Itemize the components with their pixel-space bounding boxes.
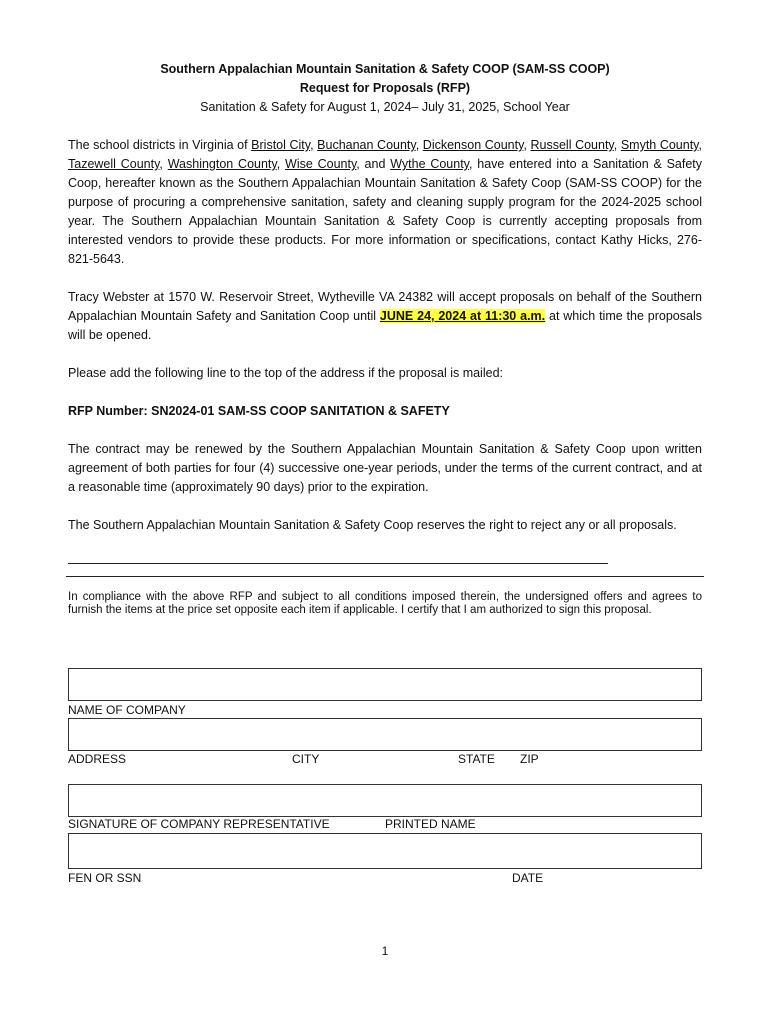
district-wise: Wise County: [285, 157, 357, 171]
divider-line-short: [68, 563, 608, 564]
org-title: Southern Appalachian Mountain Sanitation & Safety COOP (SAM-SS COOP): [160, 62, 610, 76]
signature-label: SIGNATURE OF COMPANY REPRESENTATIVE: [68, 817, 330, 831]
district-wythe: Wythe County: [390, 157, 469, 171]
intro-lead: The school districts in Virginia of: [68, 138, 252, 152]
city-label: CITY: [292, 752, 320, 766]
fen-ssn-field[interactable]: [68, 833, 702, 869]
district-dickenson: Dickenson County: [422, 138, 524, 152]
printed-name-label: PRINTED NAME: [385, 817, 476, 831]
compliance-statement: In compliance with the above RFP and subject to all conditions imposed therein, the undersigned offers and agrees to furnish the items at the price set opposite each item if applicable. I certify that I am authorized to sign this proposal.: [68, 591, 702, 616]
submission-paragraph: Tracy Webster at 1570 W. Reservoir Street, Wytheville VA 24382 will accept proposals on behalf of the Southern Appalachian Mountain Safety and Sanitation Coop until JUNE 24, 2024 at 11:30 a.m. at which time the proposals will be opened.: [68, 290, 702, 342]
reserve-paragraph: The Southern Appalachian Mountain Sanitation & Safety Coop reserves the right to reject any or all proposals.: [68, 518, 677, 532]
district-smyth: Smyth County: [620, 138, 699, 152]
district-washington: Washington County: [167, 157, 277, 171]
divider-line-long: [66, 576, 704, 577]
district-bristol: Bristol City: [251, 138, 311, 152]
date-label: DATE: [512, 871, 544, 885]
district-tazewell: Tazewell County: [68, 157, 160, 171]
fen-ssn-label: FEN OR SSN: [68, 871, 142, 885]
page-number: 1: [381, 944, 389, 958]
company-name-field[interactable]: [68, 668, 702, 701]
deadline-highlight: JUNE 24, 2024 at 11:30 a.m.: [379, 309, 546, 323]
address-label: ADDRESS: [68, 752, 127, 766]
address-field[interactable]: [68, 718, 702, 751]
name-of-company-label: NAME OF COMPANY: [68, 703, 186, 717]
district-russell: Russell County: [530, 138, 614, 152]
zip-label: ZIP: [520, 752, 539, 766]
state-label: STATE: [458, 752, 495, 766]
signature-field[interactable]: [68, 784, 702, 817]
rfp-title: Request for Proposals (RFP): [299, 81, 471, 95]
district-buchanan: Buchanan County: [317, 138, 416, 152]
renewal-paragraph: The contract may be renewed by the Southern Appalachian Mountain Sanitation & Safety Coop upon written agreement of both parties for four (4) successive one-year periods, under the terms of the current contract, and at a reasonable time (approximately 90 days) prior to the expiration.: [68, 442, 702, 494]
rfp-subtitle: Sanitation & Safety for August 1, 2024– July 31, 2025, School Year: [200, 100, 570, 114]
rfp-number: RFP Number: SN2024-01 SAM-SS COOP SANITATION & SAFETY: [68, 404, 450, 418]
intro-rest: , have entered into a Sanitation & Safety Coop, hereafter known as the Southern Appalachian Mountain Sanitation & Safety Coop (SAM-SS COOP) for the purpose of procuring a comprehensive sanitation, safety and cleaning supply program for the 2024-2025 school year. The Southern Appalachian Mountain Sanitation & Safety Coop is currently accepting proposals from interested vendors to provide these products. For more information or specifications, contact Kathy Hicks, 276-821-5643.: [68, 157, 703, 266]
mail-note: Please add the following line to the top of the address if the proposal is mailed:: [68, 366, 503, 380]
intro-paragraph: The school districts in Virginia of Bristol City, Buchanan County, Dickenson County, Russell County, Smyth County, Tazewell County, Washington County, Wise County, and Wythe County, have entered into a Sanitation & Safety Coop, hereafter known as the Southern Appalachian Mountain Sanitation & Safety Coop (SAM-SS COOP) for the purpose of procuring a comprehensive sanitation, safety and cleaning supply program for the 2024-2025 school year. The Southern Appalachian Mountain Sanitation & Safety Coop is currently accepting proposals from interested vendors to provide these products. For more information or specifications, contact Kathy Hicks, 276-821-5643.: [68, 138, 703, 266]
